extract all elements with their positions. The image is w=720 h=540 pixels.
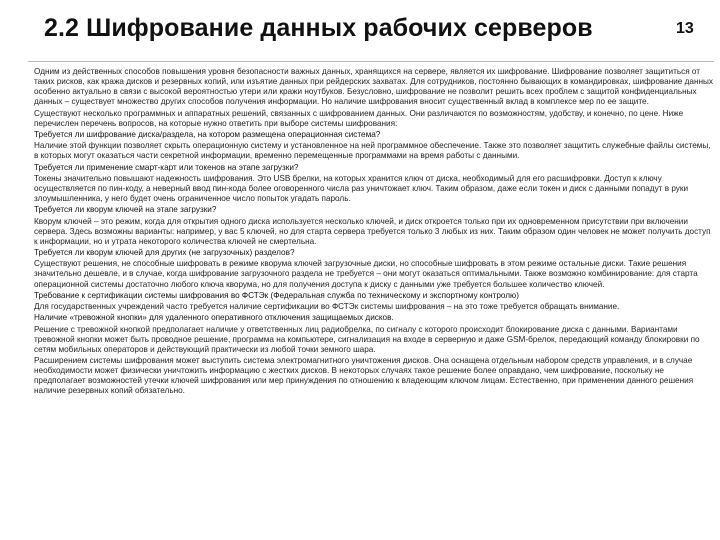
answer-boot-quorum: Кворум ключей – это режим, когда для открытия одного диска используется несколько ключей, и диск откроется только при их одновременном присутствии при включении сервера. Здесь возможны варианты: например, у вас 5 ключей, но для старта сервера требуется только 3 любых из них. Таким образом один человек не может получить доступ к информации, но и утрата некоторого количества ключей не смертельна. <box>34 216 711 246</box>
answer-certification: Для государственных учреждений часто требуется наличие сертификации во ФСТЭк системы шифрования – на это тоже требуется обращать внимание. <box>34 302 620 312</box>
question-boot-quorum: Требуется ли кворум ключей на этапе загрузки? <box>34 205 217 215</box>
answer-os-encryption: Наличие этой функции позволяет скрыть операционную систему и установленное на ней программное обеспечение. Также это позволяет защитить служебные файлы системы, в которых могут оказаться части секретной информации, временно перемещенные программами на время работы с данными. <box>34 141 711 161</box>
page-title: 2.2 Шифрование данных рабочих серверов <box>44 14 593 42</box>
header-divider <box>28 61 714 62</box>
answer-other-quorum: Существуют решения, не способные шифровать в режиме кворума ключей загрузочные диски, но способные шифровать в этом режиме остальные диски. Такие решения значительно дешевле, и в случае, когда шифрование загрузочного раздела не требуется – они могут оказаться оптимальными. Также возможно комбинирование: для старта операционной системы достаточно любого ключа кворума, но для получения доступа к диску с данными уже требуется большее количество ключей. <box>34 259 698 289</box>
question-smart-cards: Требуется ли применение смарт-карт или токенов на этапе загрузки? <box>34 162 299 172</box>
question-os-encryption: Требуется ли шифрование диска/раздела, на котором размещена операционная система? <box>34 129 381 139</box>
page-number: 13 <box>676 20 694 37</box>
solutions-paragraph: Существуют несколько программных и аппаратных решений, связанных с шифрованием данных. Они различаются по возможностям, удобству, и конечно, по цене. Ниже перечислен перечень вопросов, на которые нужно ответить при выборе системы шифрования: <box>34 108 684 128</box>
intro-paragraph: Одним из действенных способов повышения уровня безопасности важных данных, хранящихся на сервере, является их шифрование. Шифрование позволяет защититься от таких рисков, как кража дисков и резервных копий, или изъятие данных при рейдерских захватах. Для сотрудников, постоянно бывающих в командировках, шифрование данных особенно актуально в связи с высокой вероятностью утери или кражи ноутбуков. Безусловно, шифрование не позволит решить всех проблем с защитой конфиденциальных данных – существует множество других способов получения информации. Но наличие шифрования вносит существенный вклад в комплексе мер по ее защите. <box>34 67 713 107</box>
question-panic-button: Наличие «тревожной кнопки» для удаленного оперативного отключения защищаемых дисков. <box>34 313 394 323</box>
question-certification: Требование к сертификации системы шифрования во ФСТЭк (Федеральная служба по техническому и экспортному контролю) <box>34 290 519 300</box>
document-body <box>34 67 714 398</box>
question-other-quorum: Требуется ли кворум ключей для других (не загрузочных) разделов? <box>34 248 295 258</box>
degausser-paragraph: Расширением системы шифрования может выступить система электромагнитного уничтожения дисков. Она оснащена отдельным набором средств управления, и в случае необходимости может физически уничтожить информацию с жестких дисков. В некоторых случаях такое решение более оправдано, чем шифрование, поскольку не предполагает возможностей утечки ключей шифрования или мер принуждения по отношению к владеющим ключом лицам. Естественно, при применении данного решения наличие резервных копий обязательно. <box>34 356 694 396</box>
slide-header <box>0 0 720 60</box>
answer-panic-button: Решение с тревожной кнопкой предполагает наличие у ответственных лиц радиобрелка, по сигналу с которого происходит блокирование диска с данными. Вариантами тревожной кнопки может быть проводное решение, программа на компьютере, сигнализация на входе в серверную и даже GSM-брелок, передающий команду блокировки по сетям мобильных операторов и действующий практически из любой точки земного шара. <box>34 324 700 354</box>
answer-smart-cards: Токены значительно повышают надежность шифрования. Это USB брелки, на которых хранится ключ от диска, необходимый для его расшифровки. Доступ к ключу осуществляется по пин-коду, а неверный ввод пин-кода более оговоренного числа раз уничтожает ключ. Таким образом, даже если токен и диск с данными попадут в руки злоумышленника, у него будет очень ограниченное число попыток угадать пароль. <box>34 173 689 204</box>
